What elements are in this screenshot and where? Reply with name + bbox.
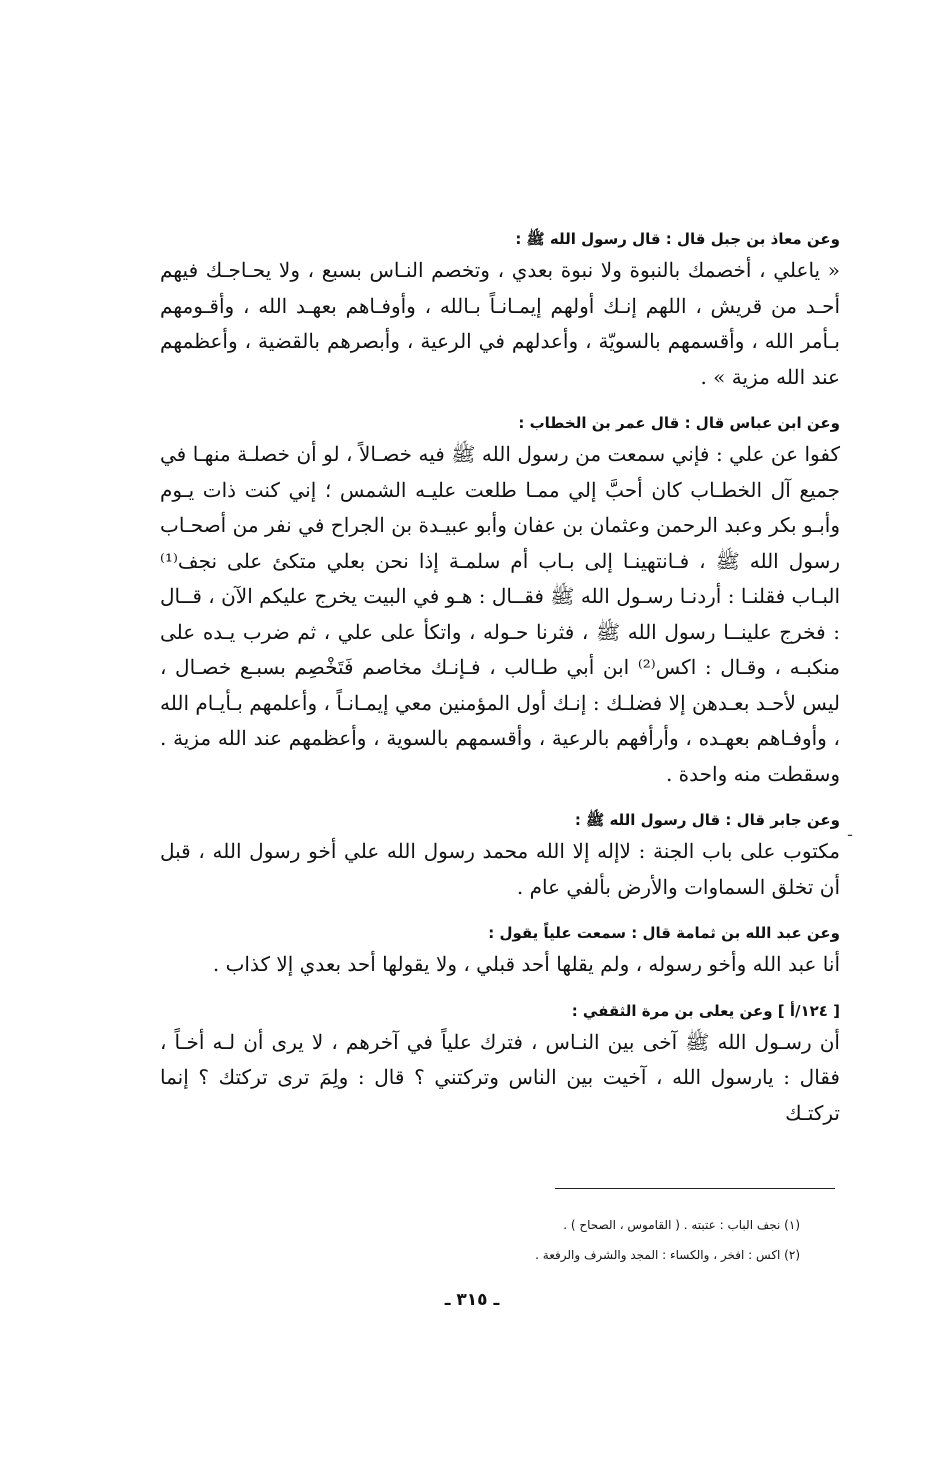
footnote-divider (555, 1188, 835, 1189)
hadith-block-2 (160, 409, 840, 792)
footnote-1: (١) نجف الباب : عتبته . ( القاموس ، الصحاح ) . (563, 1218, 800, 1232)
page-number: ـ ٣١٥ ـ (444, 1290, 500, 1310)
hadith-heading: وعن عبد الله بن ثمامة قال : سمعت علياً يقول : (488, 924, 840, 942)
footnote-2: (٢) اكس : افخر ، والكساء : المجد والشرف والرفعة . (535, 1248, 800, 1262)
hadith-heading: وعن ابن عباس قال : قال عمر بن الخطاب : (518, 414, 840, 432)
hadith-block-5 (160, 997, 840, 1132)
hadith-block-1 (160, 225, 840, 395)
hadith-block-4 (160, 919, 840, 983)
hadith-text: مكتوب على باب الجنة : لاإله إلا الله محمد رسول الله علي أخو رسول الله ، قبل أن تخلق السماوات والأرض بألفي عام . (160, 839, 840, 899)
hadith-heading: [ ١٢٤/أ ] وعن يعلى بن مرة الثقفي : (571, 1001, 840, 1020)
hadith-text: أنا عبد الله وأخو رسوله ، ولم يقلها أحد قبلي ، ولا يقولها أحد بعدي إلا كذاب . (212, 952, 840, 976)
margin-mark: ـ (848, 824, 853, 840)
hadith-heading: وعن جابر قال : قال رسول الله ﷺ : (574, 811, 840, 829)
hadith-text: أن رسـول الله ﷺ آخى بين النـاس ، فترك علياً في آخرهم ، لا يرى أن لـه أخـاً ، فقال : يارسول الله ، آخيت بين الناس وتركتني ؟ قال : ولِمَ ترى تركتك ؟ إنما تركتـك (160, 1029, 840, 1125)
footnotes (300, 1210, 800, 1270)
hadith-text: « ياعلي ، أخصمك بالنبوة ولا نبوة بعدي ، وتخصم النـاس بسبع ، ولا يحـاجـك فيهم أحـد من قريش ، اللهم إنـك أولهم إيمـانـاً بـالله ، وأوفـاهم بعهـد الله ، وأقـومهم بـأمر الله ، وأقسمهم بالسويّة ، وأعدلهم في الرعية ، وأبصرهم بالقضية ، وأعظمهم عند الله مزية » . (160, 258, 840, 389)
hadith-heading: وعن معاذ بن جبل قال : قال رسول الله ﷺ : (515, 230, 840, 248)
hadith-block-3 (160, 806, 840, 905)
hadith-text: كفوا عن علي : فإني سمعت من رسول الله ﷺ فيه خصـالاً ، لو أن خصلـة منهـا في جميع آل الخطـاب كان أحبَّ إلي ممـا طلعت عليـه الشمس ؛ إني كنت ذات يـوم وأبـو بكر وعبد الرحمن وعثمان بن عفان وأبو عبيـدة بن الجراح في نفر من أصحـاب رسول الله ﷺ ، فـانتهينـا إلى بـاب أم سلمـة إذا نحن بعلي متكئ على نجف⁽¹⁾ البـاب فقلنـا : أردنـا رسـول الله ﷺ فقــال : هـو في البيت يخرج عليكم الآن ، قــال : فخرج علينــا رسول الله ﷺ ، فثرنا حـوله ، واتكأ على علي ، ثم ضرب يـده على منكبـه ، وقـال : اكس⁽²⁾ ابن أبي طـالب ، فـإنـك مخاصم فَتَخْصِم بسبـع خصـال ، ليس لأحـد بعـدهن إلا فضلـك : إنـك أول المؤمنين معي إيمـانـاً ، وأعلمهم بـأيـام الله ، وأوفـاهم بعهـده ، وأرأفهم بالرعية ، وأقسمهم بالسوية ، وأعظمهم عند الله مزية . وسقطت منه واحدة . (160, 442, 840, 786)
page-body (160, 225, 840, 1145)
